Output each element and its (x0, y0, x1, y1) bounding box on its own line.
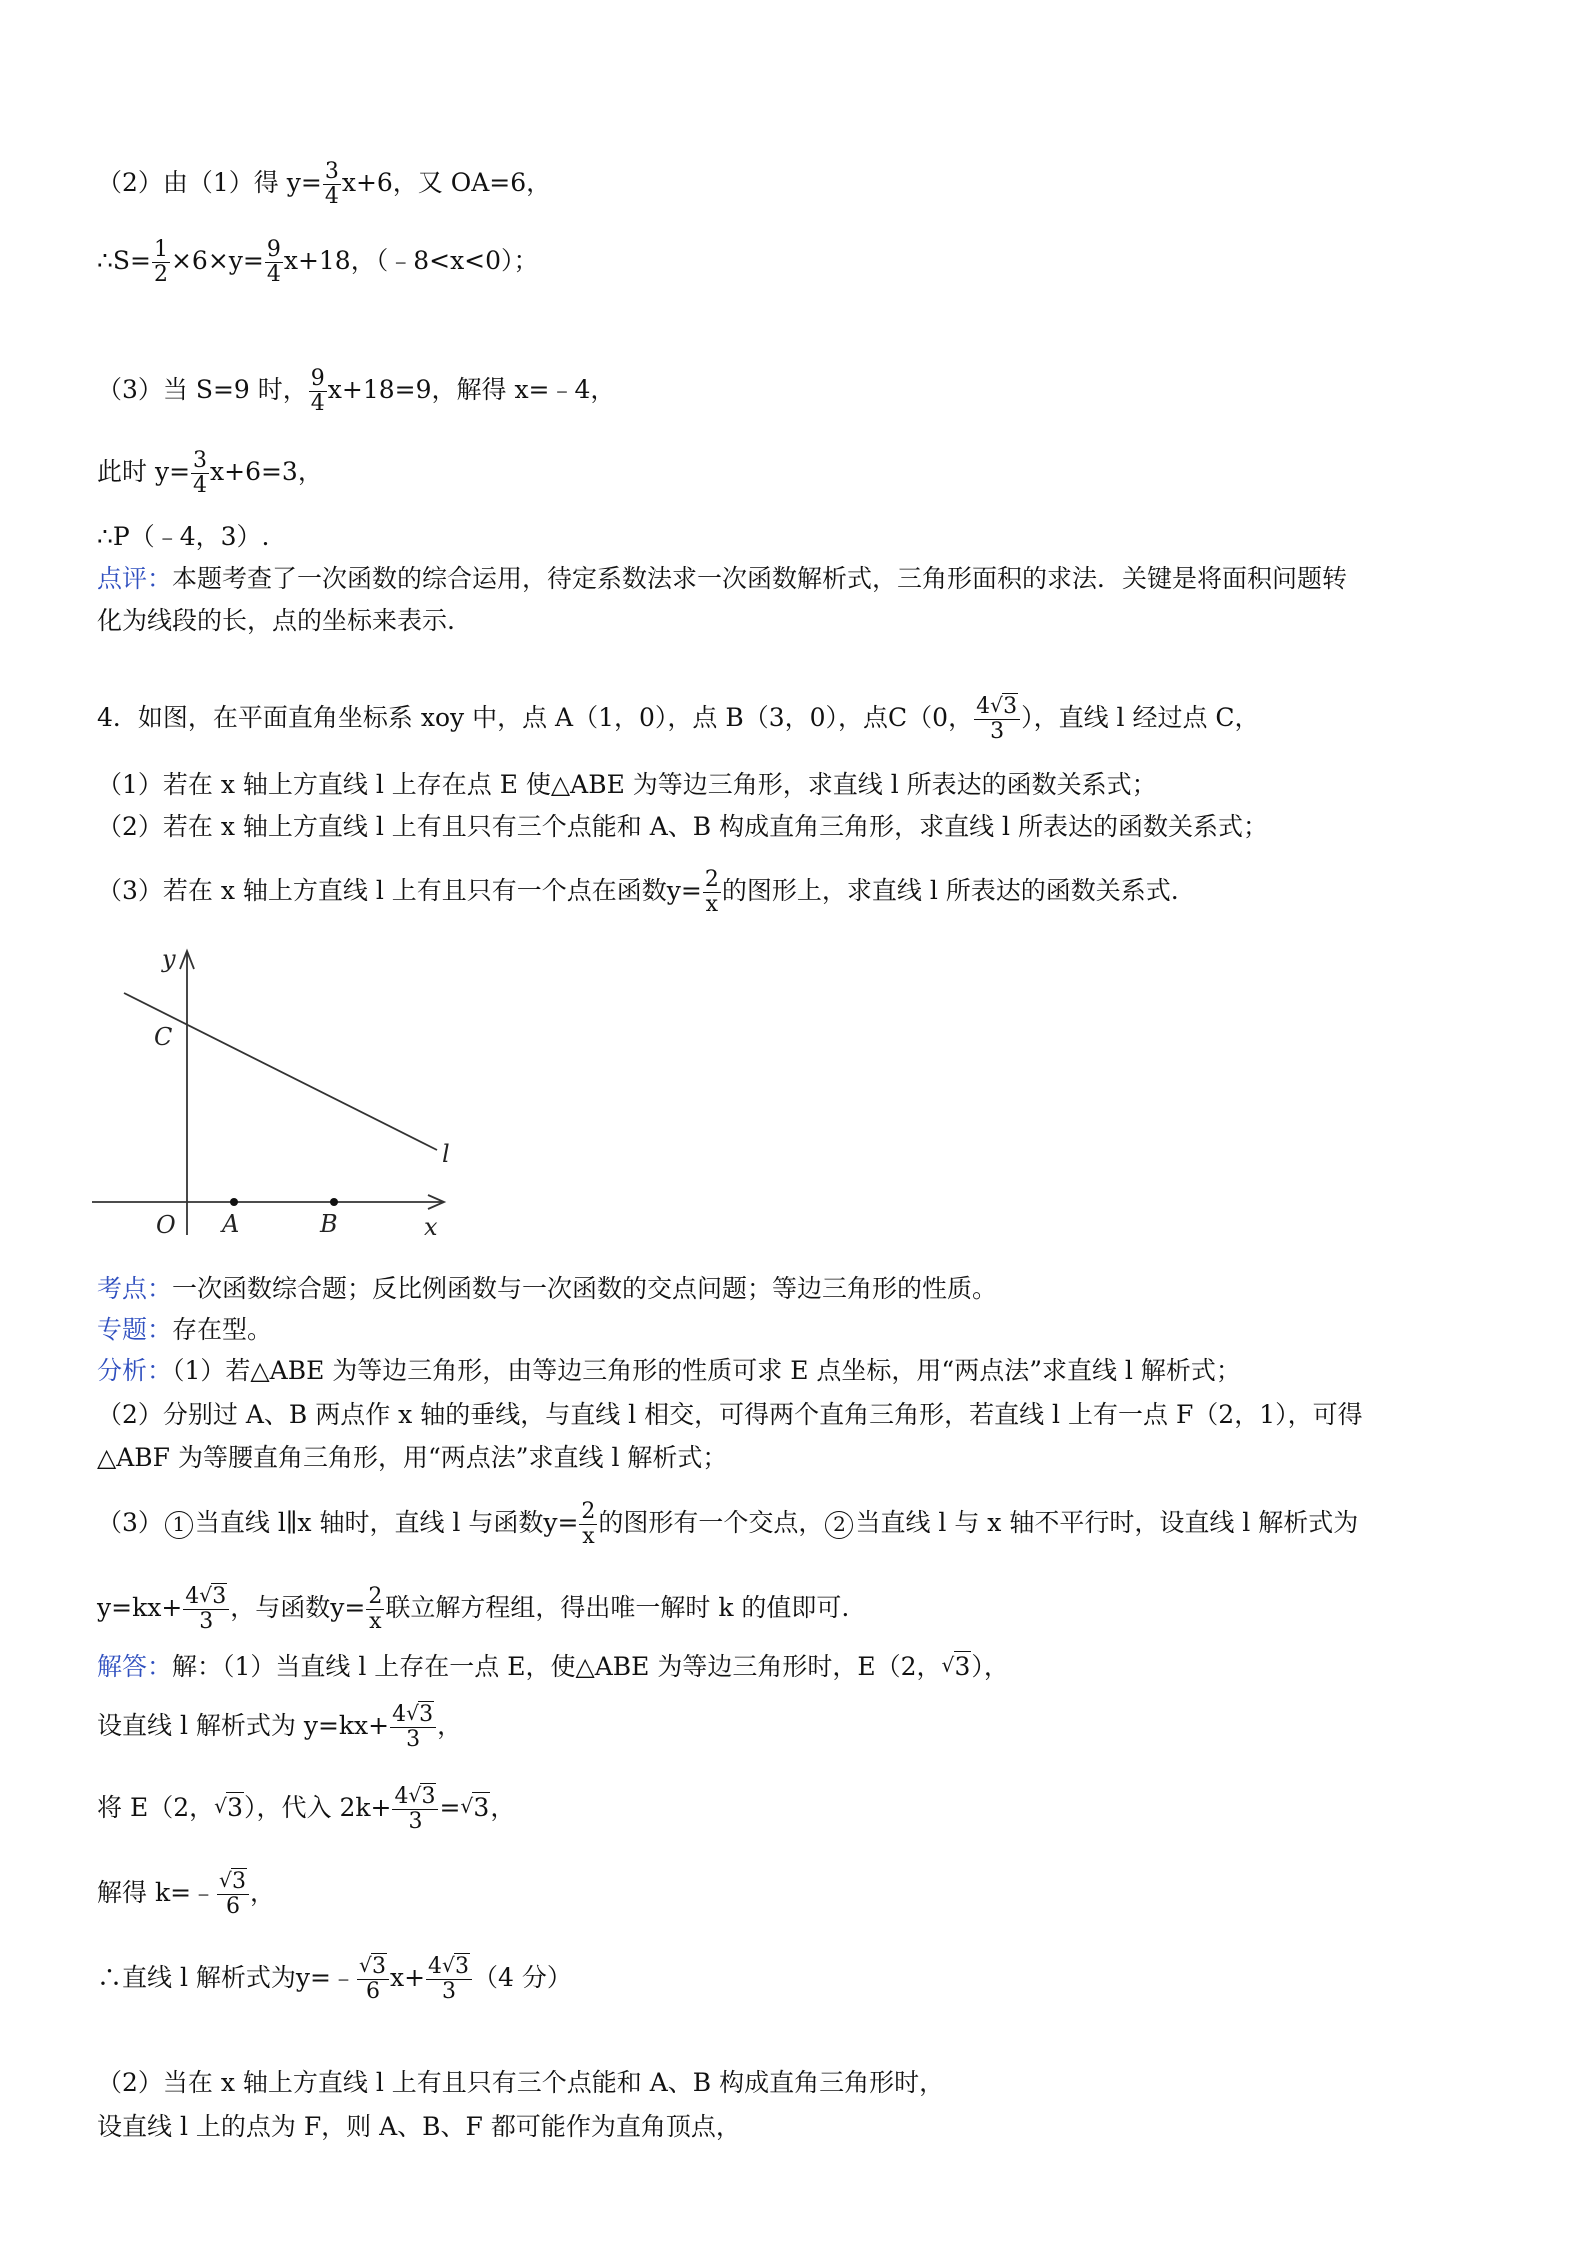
fraction: $\frac{1}{2}$ (153, 237, 168, 287)
answer-line: ∴直线 l 解析式为y=﹣ √ $\frac{3}{6}$ x+ $\frac{4√ 3}{3}$ （4 分） (97, 1955, 572, 2004)
answer-line: 设直线 l 解析式为 y=kx+ $\frac{4√ 3}{3}$ ， (97, 1703, 462, 1752)
fraction: $\frac{4√ 3}{3}$ (390, 1703, 436, 1752)
question-line: （3）若在 x 轴上方直线 l 上有且只有一个点在函数y= $\frac{2}{x}$ 的图形上，求直线 l 所表达的函数关系式. (97, 867, 1179, 917)
fraction: $\frac{3}{4}$ (324, 159, 339, 209)
analysis-line: （2）分别过 A、B 两点作 x 轴的垂线，与直线 l 相交，可得两个直角三角形，若直线 l 上有一点 F（2，1），可得 (97, 1400, 1363, 1429)
y-axis-label: y (162, 945, 176, 973)
comment-line: 点评：本题考查了一次函数的综合运用，待定系数法求一次函数解析式，三角形面积的求法．关键是将面积问题转 (97, 564, 1348, 593)
point-b-label: B (320, 1210, 338, 1238)
solution-line: 此时 y= $\frac{3}{4}$ x+6=3， (97, 448, 323, 498)
x-axis-label: x (424, 1213, 438, 1241)
answer-line: 设直线 l 上的点为 F，则 A、B、F 都可能作为直角顶点， (97, 2112, 741, 2141)
fraction: $\frac{4√ 3}{3}$ (183, 1585, 229, 1634)
analysis-line: 分析：（1）若△ABE 为等边三角形，由等边三角形的性质可求 E 点坐标，用“两点法”求直线 l 解析式； (97, 1356, 1241, 1385)
point-b (330, 1198, 338, 1206)
solution-line: ∴P（﹣4，3）. (97, 522, 270, 551)
question-line: 4．如图，在平面直角坐标系 xoy 中，点 A（1，0），点 B（3，0），点C（0， $\frac{4√ 3}{3}$ ），直线 l 经过点 C， (97, 695, 1260, 744)
fraction: $\frac{2}{x}$ (581, 1499, 596, 1549)
fraction: √ $\frac{3}{6}$ (217, 1870, 249, 1919)
analysis-label: 分析： (97, 1356, 173, 1385)
fraction: √ $\frac{3}{6}$ (357, 1955, 389, 2004)
comment-line: 化为线段的长，点的坐标来表示. (97, 606, 455, 635)
coordinate-figure (92, 945, 472, 1245)
fraction: $\frac{3}{4}$ (193, 448, 208, 498)
point-a-label: A (222, 1210, 240, 1238)
point-a (230, 1198, 238, 1206)
circled-number: 1 (165, 1511, 193, 1539)
answer-line: 将 E（2，√ 3），代入 2k+ $\frac{4√ 3}{3}$ =√ 3， (97, 1785, 515, 1834)
answer-line: 解答：解：（1）当直线 l 上存在一点 E，使△ABE 为等边三角形时，E（2，√ 3）， (97, 1650, 1009, 1684)
keypoint-line: 考点：一次函数综合题；反比例函数与一次函数的交点问题；等边三角形的性质。 (97, 1274, 998, 1303)
answer-line: （2）当在 x 轴上方直线 l 上有且只有三个点能和 A、B 构成直角三角形时， (97, 2068, 945, 2097)
question-line: （1）若在 x 轴上方直线 l 上存在点 E 使△ABE 为等边三角形，求直线 l 所表达的函数关系式； (97, 770, 1157, 799)
answer-line: 解得 k=﹣ √ $\frac{3}{6}$ ， (97, 1870, 275, 1919)
solution-line: （3）当 S=9 时， $\frac{9}{4}$ x+18=9，解得 x=﹣4， (97, 366, 616, 416)
analysis-line: y=kx+ $\frac{4√ 3}{3}$ ，与函数y= $\frac{2}{x}$ 联立解方程组，得出唯一解时 k 的值即可. (97, 1585, 849, 1634)
fraction: $\frac{4√ 3}{3}$ (974, 695, 1020, 744)
fraction: $\frac{2}{x}$ (704, 867, 719, 917)
origin-label: O (156, 1211, 176, 1239)
answer-label: 解答： (97, 1652, 173, 1681)
point-c-label: C (154, 1023, 173, 1051)
analysis-line: △ABF 为等腰直角三角形，用“两点法”求直线 l 解析式； (97, 1443, 728, 1472)
solution-line: ∴S= $\frac{1}{2}$ ×6×y= $\frac{9}{4}$ x+18，（﹣8<x<0）； (97, 237, 539, 287)
topic-label: 专题： (97, 1315, 173, 1344)
solution-line: （2）由（1）得 y= $\frac{3}{4}$ x+6，又 OA=6， (97, 159, 552, 209)
fraction: $\frac{4√ 3}{3}$ (426, 1955, 472, 2004)
line-l (124, 993, 437, 1150)
keypoint-label: 考点： (97, 1274, 173, 1303)
fraction: $\frac{9}{4}$ (310, 366, 325, 416)
analysis-line: （3） 1 当直线 l∥x 轴时，直线 l 与函数y= $\frac{2}{x}$ 的图形有一个交点， 2 当直线 l 与 x 轴不平行时，设直线 l 解析式为 (97, 1499, 1359, 1549)
comment-label: 点评： (97, 564, 173, 593)
question-line: （2）若在 x 轴上方直线 l 上有且只有三个点能和 A、B 构成直角三角形，求直线 l 所表达的函数关系式； (97, 812, 1268, 841)
line-l-label: l (442, 1140, 450, 1168)
fraction: $\frac{4√ 3}{3}$ (392, 1785, 438, 1834)
fraction: $\frac{9}{4}$ (266, 237, 281, 287)
topic-line: 专题：存在型。 (97, 1315, 273, 1344)
circled-number: 2 (825, 1511, 853, 1539)
fraction: $\frac{2}{x}$ (368, 1584, 383, 1634)
